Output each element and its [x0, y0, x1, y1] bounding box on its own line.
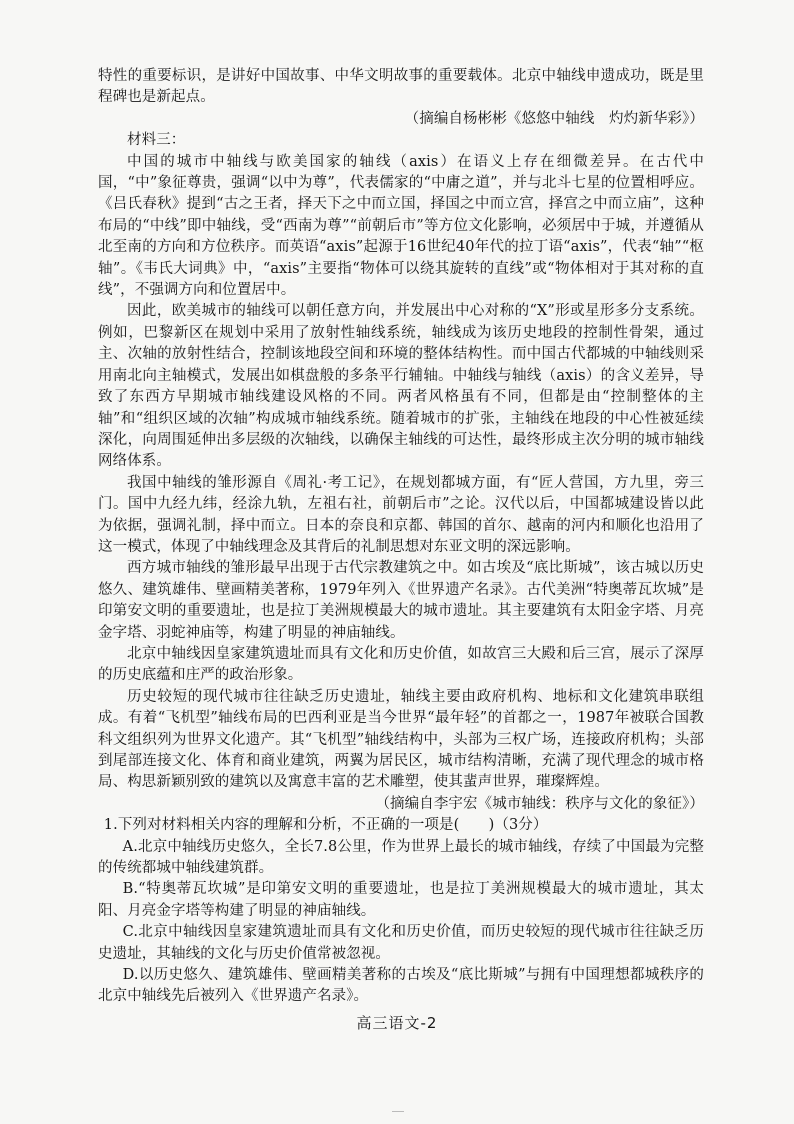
paragraph: 因此，欧美城市的轴线可以朝任意方向，并发展出中心对称的“X”形或星形多分支系统。例如，巴黎新区在规划中采用了放射性轴线系统，轴线成为该历史地段的控制性骨架，通过主、次轴的放射性结合，控制该地段空间和环境的整体结构性。而中国古代都城的中轴线则采用南北向主轴模式，发展出如棋盘般的多条平行辅轴。中轴线与轴线（axis）的含义差异，导致了东西方早期城市轴线建设风格的不同。两者风格虽有不同，但都是由“控制整体的主轴”和“组织区域的次轴”构成城市轴线系统。随着城市的扩张，主轴线在地段的中心性被延续深化，向周围延伸出多层级的次轴线，以确保主轴线的可达性，最终形成主次分明的城市轴线网络体系。: [98, 303, 704, 470]
material-label: 材料三：: [127, 132, 186, 149]
paragraph: 西方城市轴线的雏形最早出现于古代宗教建筑之中。如古埃及“底比斯城”，该古城以历史悠久、建筑雄伟、壁画精美著称，1979年列入《世界遗产名录》。古代美洲“特奥蒂瓦坎城”是印第安文明的重要遗址，也是拉丁美洲规模最大的城市遗址。其主要建筑有太阳金字塔、月亮金字塔、羽蛇神庙等，构建了明显的神庙轴线。: [98, 560, 704, 641]
question-stem: 1.下列对材料相关内容的理解和分析，不正确的一项是( )（3分）: [103, 817, 548, 834]
source-citation-1: （摘编自杨彬彬《悠悠中轴线 灼灼新华彩》）: [404, 110, 704, 127]
option-a: A.北京中轴线历史悠久，全长7.8公里，作为世界上最长的城市轴线，存续了中国最为完整的传统都城中轴线建筑群。: [98, 838, 704, 877]
option-c: C.北京中轴线因皇家建筑遗址而具有文化和历史价值，而历史较短的现代城市往往缺乏历史遗址，其轴线的文化与历史价值常被忽视。: [98, 924, 704, 962]
page-footer: 高三语文-2: [356, 1014, 438, 1032]
paragraph: 北京中轴线因皇家建筑遗址而具有文化和历史价值，如故宫三大殿和后三宫，展示了深厚的历史底蕴和庄严的政治形象。: [98, 645, 704, 684]
option-b: B.“特奥蒂瓦坎城”是印第安文明的重要遗址，也是拉丁美洲规模最大的城市遗址，其太阳、月亮金字塔等构建了明显的神庙轴线。: [98, 881, 704, 919]
source-citation-2: （摘编自李宇宏《城市轴线：秩序与文化的象征》）: [375, 795, 704, 812]
paragraph: 中国的城市中轴线与欧美国家的轴线（axis）在语义上存在细微差异。在古代中国，“中”象征尊贵，强调“以中为尊”，代表儒家的“中庸之道”，并与北斗七星的位置相呼应。《吕氏春秋》提到“古之王者，择天下之中而立国，择国之中而立宫，择宫之中而立庙”，这种布局的“中线”即中轴线，受“西南为尊”“前朝后市”等方位文化影响，必须居中于城，并遵循从北至南的方向和方位秩序。而英语“axis”起源于16世纪40年代的拉丁语“axis”，代表“轴”“枢轴”。《韦氏大词典》中，“axis”主要指“物体可以绕其旋转的直线”或“物体相对于其对称的直线”，不强调方向和位置居中。: [98, 153, 704, 299]
scan-mark: [392, 1111, 404, 1112]
option-d: D.以历史悠久、建筑雄伟、壁画精美著称的古埃及“底比斯城”与拥有中国理想都城秩序的北京中轴线先后被列入《世界遗产名录》。: [98, 967, 704, 1005]
paragraph: 历史较短的现代城市往往缺乏历史遗址，轴线主要由政府机构、地标和文化建筑串联组成。有着“飞机型”轴线布局的巴西利亚是当今世界“最年轻”的首都之一，1987年被联合国教科文组织列为世界文化遗产。其“飞机型”轴线结构中，头部为三权广场，连接政府机构；头部到尾部连接文化、体育和商业建筑，两翼为居民区，城市结构清晰，充满了现代理念的城市格局、构思新颖别致的建筑以及寓意丰富的艺术雕塑，使其蜚声世界，璀璨辉煌。: [98, 688, 704, 791]
paragraph: 我国中轴线的雏形源自《周礼·考工记》，在规划都城方面，有“匠人营国，方九里，旁三门。国中九经九纬，经涂九轨，左祖右社，前朝后市”之论。汉代以后，中国都城建设皆以此为依据，强调礼制，择中而立。日本的奈良和京都、韩国的首尔、越南的河内和顺化也沿用了这一模式，体现了中轴线理念及其背后的礼制思想对东亚文明的深远影响。: [98, 474, 704, 555]
top-paragraph: 特性的重要标识，是讲好中国故事、中华文明故事的重要载体。北京中轴线申遗成功，既是里程碑也是新起点。: [98, 68, 704, 106]
